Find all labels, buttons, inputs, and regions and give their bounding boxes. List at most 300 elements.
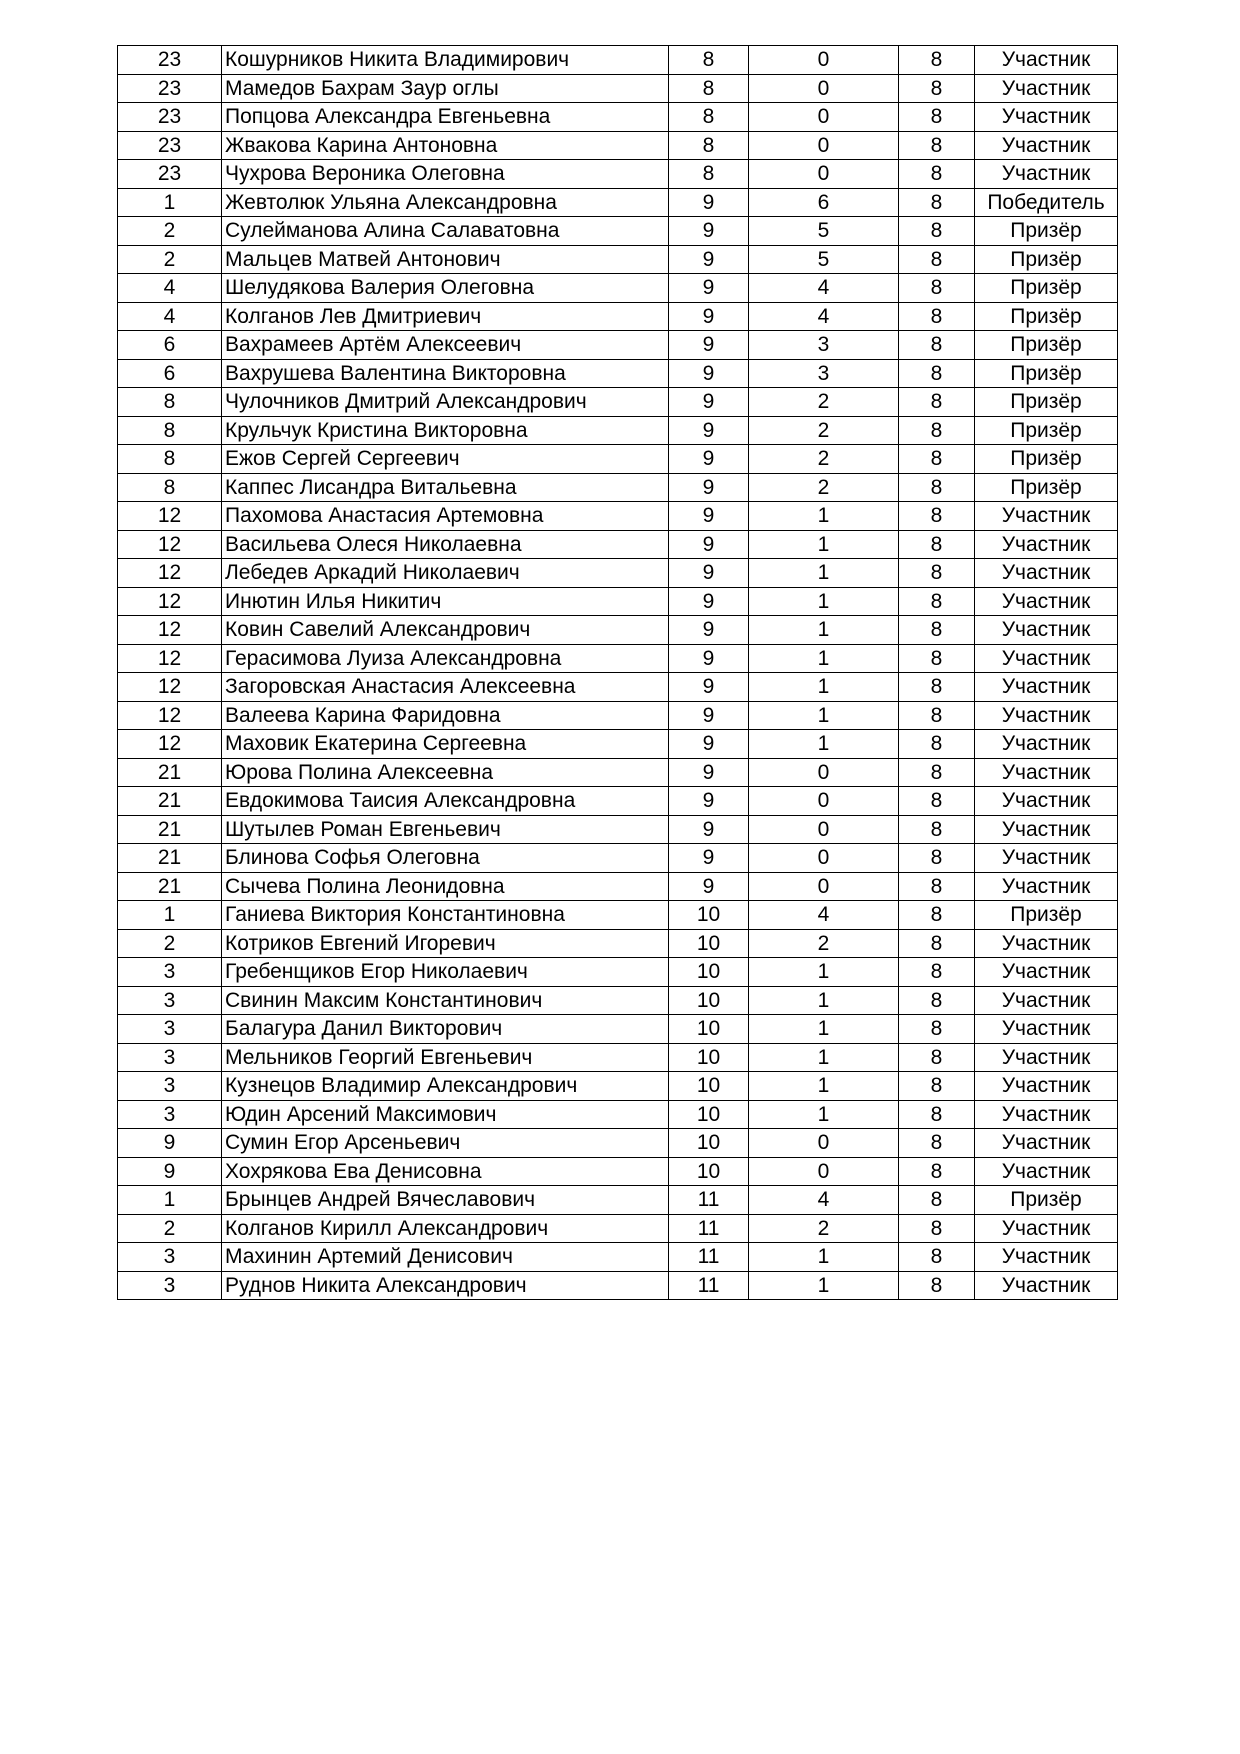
max-score-cell: 8: [899, 644, 975, 673]
name-cell: Руднов Никита Александрович: [222, 1271, 669, 1300]
status-cell: Участник: [975, 1129, 1118, 1158]
max-score-cell: 8: [899, 986, 975, 1015]
status-cell: Участник: [975, 103, 1118, 132]
table-row: [118, 160, 1118, 189]
max-score-cell: 8: [899, 1043, 975, 1072]
status-cell: Призёр: [975, 901, 1118, 930]
grade-cell: 8: [669, 131, 749, 160]
max-score-cell: 8: [899, 701, 975, 730]
status-cell: Участник: [975, 1100, 1118, 1129]
score-cell: 0: [749, 103, 899, 132]
table-row: [118, 1100, 1118, 1129]
max-score-cell: 8: [899, 359, 975, 388]
score-cell: 1: [749, 673, 899, 702]
max-score-cell: 8: [899, 1100, 975, 1129]
table-row: [118, 331, 1118, 360]
grade-cell: 10: [669, 901, 749, 930]
name-cell: Ганиева Виктория Константиновна: [222, 901, 669, 930]
grade-cell: 9: [669, 502, 749, 531]
status-cell: Участник: [975, 616, 1118, 645]
name-cell: Жвакова Карина Антоновна: [222, 131, 669, 160]
max-score-cell: 8: [899, 473, 975, 502]
name-cell: Евдокимова Таисия Александровна: [222, 787, 669, 816]
name-cell: Гребенщиков Егор Николаевич: [222, 958, 669, 987]
place-cell: 9: [118, 1157, 222, 1186]
status-cell: Призёр: [975, 473, 1118, 502]
score-cell: 5: [749, 245, 899, 274]
table-row: [118, 1043, 1118, 1072]
max-score-cell: 8: [899, 245, 975, 274]
score-cell: 0: [749, 74, 899, 103]
max-score-cell: 8: [899, 502, 975, 531]
place-cell: 3: [118, 958, 222, 987]
grade-cell: 9: [669, 331, 749, 360]
results-table: [117, 45, 1118, 1300]
table-row: [118, 74, 1118, 103]
status-cell: Участник: [975, 1214, 1118, 1243]
table-row: [118, 587, 1118, 616]
max-score-cell: 8: [899, 1186, 975, 1215]
status-cell: Участник: [975, 502, 1118, 531]
place-cell: 12: [118, 502, 222, 531]
max-score-cell: 8: [899, 46, 975, 75]
place-cell: 23: [118, 160, 222, 189]
status-cell: Участник: [975, 958, 1118, 987]
score-cell: 1: [749, 958, 899, 987]
table-row: [118, 1214, 1118, 1243]
score-cell: 6: [749, 188, 899, 217]
name-cell: Блинова Софья Олеговна: [222, 844, 669, 873]
grade-cell: 8: [669, 74, 749, 103]
table-row: [118, 844, 1118, 873]
grade-cell: 9: [669, 416, 749, 445]
place-cell: 3: [118, 1015, 222, 1044]
name-cell: Шелудякова Валерия Олеговна: [222, 274, 669, 303]
place-cell: 1: [118, 901, 222, 930]
place-cell: 12: [118, 644, 222, 673]
status-cell: Участник: [975, 787, 1118, 816]
max-score-cell: 8: [899, 445, 975, 474]
table-row: [118, 872, 1118, 901]
grade-cell: 9: [669, 530, 749, 559]
table-row: [118, 701, 1118, 730]
status-cell: Участник: [975, 1243, 1118, 1272]
name-cell: Котриков Евгений Игоревич: [222, 929, 669, 958]
place-cell: 3: [118, 1043, 222, 1072]
place-cell: 21: [118, 758, 222, 787]
name-cell: Герасимова Луиза Александровна: [222, 644, 669, 673]
grade-cell: 10: [669, 986, 749, 1015]
status-cell: Участник: [975, 530, 1118, 559]
table-row: [118, 644, 1118, 673]
name-cell: Валеева Карина Фаридовна: [222, 701, 669, 730]
table-row: [118, 1072, 1118, 1101]
grade-cell: 10: [669, 1100, 749, 1129]
table-row: [118, 787, 1118, 816]
place-cell: 2: [118, 217, 222, 246]
score-cell: 2: [749, 1214, 899, 1243]
place-cell: 12: [118, 701, 222, 730]
grade-cell: 9: [669, 473, 749, 502]
table-row: [118, 388, 1118, 417]
table-row: [118, 530, 1118, 559]
name-cell: Свинин Максим Константинович: [222, 986, 669, 1015]
status-cell: Призёр: [975, 331, 1118, 360]
max-score-cell: 8: [899, 787, 975, 816]
grade-cell: 11: [669, 1214, 749, 1243]
score-cell: 1: [749, 1271, 899, 1300]
status-cell: Участник: [975, 701, 1118, 730]
score-cell: 0: [749, 1157, 899, 1186]
score-cell: 1: [749, 644, 899, 673]
grade-cell: 9: [669, 274, 749, 303]
table-row: [118, 1243, 1118, 1272]
table-row: [118, 274, 1118, 303]
max-score-cell: 8: [899, 844, 975, 873]
name-cell: Сычева Полина Леонидовна: [222, 872, 669, 901]
grade-cell: 10: [669, 1015, 749, 1044]
status-cell: Участник: [975, 1157, 1118, 1186]
max-score-cell: 8: [899, 872, 975, 901]
status-cell: Призёр: [975, 416, 1118, 445]
table-row: [118, 758, 1118, 787]
table-row: [118, 673, 1118, 702]
score-cell: 1: [749, 587, 899, 616]
status-cell: Участник: [975, 730, 1118, 759]
name-cell: Мамедов Бахрам Заур оглы: [222, 74, 669, 103]
name-cell: Юдин Арсений Максимович: [222, 1100, 669, 1129]
grade-cell: 9: [669, 245, 749, 274]
status-cell: Призёр: [975, 217, 1118, 246]
status-cell: Призёр: [975, 388, 1118, 417]
max-score-cell: 8: [899, 331, 975, 360]
grade-cell: 9: [669, 302, 749, 331]
score-cell: 1: [749, 1015, 899, 1044]
place-cell: 23: [118, 131, 222, 160]
max-score-cell: 8: [899, 388, 975, 417]
table-row: [118, 46, 1118, 75]
grade-cell: 9: [669, 701, 749, 730]
place-cell: 9: [118, 1129, 222, 1158]
score-cell: 0: [749, 758, 899, 787]
max-score-cell: 8: [899, 758, 975, 787]
table-row: [118, 188, 1118, 217]
score-cell: 1: [749, 986, 899, 1015]
grade-cell: 11: [669, 1243, 749, 1272]
score-cell: 4: [749, 1186, 899, 1215]
table-row: [118, 958, 1118, 987]
grade-cell: 10: [669, 929, 749, 958]
table-row: [118, 502, 1118, 531]
status-cell: Участник: [975, 559, 1118, 588]
grade-cell: 9: [669, 815, 749, 844]
grade-cell: 9: [669, 445, 749, 474]
place-cell: 8: [118, 388, 222, 417]
table-row: [118, 445, 1118, 474]
table-row: [118, 217, 1118, 246]
table-row: [118, 131, 1118, 160]
max-score-cell: 8: [899, 673, 975, 702]
grade-cell: 9: [669, 872, 749, 901]
grade-cell: 11: [669, 1186, 749, 1215]
status-cell: Участник: [975, 758, 1118, 787]
table-row: [118, 1186, 1118, 1215]
status-cell: Участник: [975, 1271, 1118, 1300]
status-cell: Победитель: [975, 188, 1118, 217]
grade-cell: 9: [669, 188, 749, 217]
score-cell: 0: [749, 160, 899, 189]
grade-cell: 9: [669, 388, 749, 417]
place-cell: 4: [118, 274, 222, 303]
score-cell: 1: [749, 559, 899, 588]
max-score-cell: 8: [899, 1072, 975, 1101]
status-cell: Призёр: [975, 302, 1118, 331]
place-cell: 12: [118, 559, 222, 588]
table-row: [118, 815, 1118, 844]
status-cell: Участник: [975, 872, 1118, 901]
score-cell: 0: [749, 1129, 899, 1158]
score-cell: 0: [749, 46, 899, 75]
name-cell: Колганов Лев Дмитриевич: [222, 302, 669, 331]
score-cell: 0: [749, 815, 899, 844]
max-score-cell: 8: [899, 1129, 975, 1158]
max-score-cell: 8: [899, 1271, 975, 1300]
place-cell: 21: [118, 815, 222, 844]
name-cell: Крульчук Кристина Викторовна: [222, 416, 669, 445]
status-cell: Участник: [975, 815, 1118, 844]
score-cell: 1: [749, 1043, 899, 1072]
max-score-cell: 8: [899, 1157, 975, 1186]
max-score-cell: 8: [899, 815, 975, 844]
max-score-cell: 8: [899, 730, 975, 759]
place-cell: 12: [118, 587, 222, 616]
place-cell: 6: [118, 359, 222, 388]
max-score-cell: 8: [899, 274, 975, 303]
place-cell: 3: [118, 1100, 222, 1129]
grade-cell: 10: [669, 1157, 749, 1186]
table-row: [118, 1015, 1118, 1044]
score-cell: 1: [749, 502, 899, 531]
max-score-cell: 8: [899, 160, 975, 189]
status-cell: Участник: [975, 986, 1118, 1015]
max-score-cell: 8: [899, 1214, 975, 1243]
name-cell: Вахрамеев Артём Алексеевич: [222, 331, 669, 360]
status-cell: Участник: [975, 673, 1118, 702]
place-cell: 4: [118, 302, 222, 331]
max-score-cell: 8: [899, 103, 975, 132]
status-cell: Призёр: [975, 274, 1118, 303]
grade-cell: 9: [669, 758, 749, 787]
score-cell: 0: [749, 872, 899, 901]
name-cell: Инютин Илья Никитич: [222, 587, 669, 616]
status-cell: Участник: [975, 46, 1118, 75]
place-cell: 2: [118, 245, 222, 274]
table-row: [118, 616, 1118, 645]
name-cell: Вахрушева Валентина Викторовна: [222, 359, 669, 388]
score-cell: 2: [749, 416, 899, 445]
score-cell: 1: [749, 1243, 899, 1272]
table-row: [118, 1157, 1118, 1186]
max-score-cell: 8: [899, 74, 975, 103]
table-row: [118, 1271, 1118, 1300]
place-cell: 21: [118, 787, 222, 816]
grade-cell: 8: [669, 160, 749, 189]
table-row: [118, 929, 1118, 958]
score-cell: 4: [749, 302, 899, 331]
place-cell: 8: [118, 473, 222, 502]
score-cell: 1: [749, 1072, 899, 1101]
name-cell: Шутылев Роман Евгеньевич: [222, 815, 669, 844]
place-cell: 23: [118, 103, 222, 132]
status-cell: Участник: [975, 929, 1118, 958]
name-cell: Колганов Кирилл Александрович: [222, 1214, 669, 1243]
name-cell: Ежов Сергей Сергеевич: [222, 445, 669, 474]
grade-cell: 9: [669, 217, 749, 246]
max-score-cell: 8: [899, 1015, 975, 1044]
place-cell: 12: [118, 673, 222, 702]
status-cell: Участник: [975, 844, 1118, 873]
grade-cell: 10: [669, 1072, 749, 1101]
place-cell: 21: [118, 844, 222, 873]
status-cell: Участник: [975, 1072, 1118, 1101]
name-cell: Загоровская Анастасия Алексеевна: [222, 673, 669, 702]
max-score-cell: 8: [899, 188, 975, 217]
table-row: [118, 416, 1118, 445]
status-cell: Участник: [975, 1015, 1118, 1044]
table-row: [118, 1129, 1118, 1158]
max-score-cell: 8: [899, 530, 975, 559]
place-cell: 8: [118, 416, 222, 445]
grade-cell: 9: [669, 559, 749, 588]
max-score-cell: 8: [899, 559, 975, 588]
place-cell: 23: [118, 46, 222, 75]
place-cell: 12: [118, 730, 222, 759]
max-score-cell: 8: [899, 616, 975, 645]
name-cell: Брынцев Андрей Вячеславович: [222, 1186, 669, 1215]
grade-cell: 9: [669, 616, 749, 645]
name-cell: Мельников Георгий Евгеньевич: [222, 1043, 669, 1072]
grade-cell: 10: [669, 958, 749, 987]
max-score-cell: 8: [899, 131, 975, 160]
max-score-cell: 8: [899, 958, 975, 987]
status-cell: Призёр: [975, 445, 1118, 474]
status-cell: Участник: [975, 587, 1118, 616]
score-cell: 2: [749, 388, 899, 417]
score-cell: 1: [749, 730, 899, 759]
max-score-cell: 8: [899, 929, 975, 958]
status-cell: Участник: [975, 1043, 1118, 1072]
table-row: [118, 473, 1118, 502]
score-cell: 2: [749, 445, 899, 474]
grade-cell: 9: [669, 673, 749, 702]
score-cell: 4: [749, 274, 899, 303]
name-cell: Чулочников Дмитрий Александрович: [222, 388, 669, 417]
name-cell: Сулейманова Алина Салаватовна: [222, 217, 669, 246]
results-table-body: [118, 46, 1118, 1300]
place-cell: 8: [118, 445, 222, 474]
place-cell: 1: [118, 188, 222, 217]
place-cell: 12: [118, 616, 222, 645]
status-cell: Участник: [975, 74, 1118, 103]
score-cell: 1: [749, 701, 899, 730]
max-score-cell: 8: [899, 217, 975, 246]
place-cell: 3: [118, 1243, 222, 1272]
grade-cell: 9: [669, 359, 749, 388]
max-score-cell: 8: [899, 901, 975, 930]
grade-cell: 9: [669, 587, 749, 616]
place-cell: 2: [118, 929, 222, 958]
table-row: [118, 359, 1118, 388]
name-cell: Васильева Олеся Николаевна: [222, 530, 669, 559]
place-cell: 21: [118, 872, 222, 901]
table-row: [118, 901, 1118, 930]
place-cell: 6: [118, 331, 222, 360]
max-score-cell: 8: [899, 1243, 975, 1272]
table-row: [118, 559, 1118, 588]
name-cell: Каппес Лисандра Витальевна: [222, 473, 669, 502]
name-cell: Мальцев Матвей Антонович: [222, 245, 669, 274]
score-cell: 4: [749, 901, 899, 930]
place-cell: 12: [118, 530, 222, 559]
status-cell: Призёр: [975, 359, 1118, 388]
score-cell: 0: [749, 844, 899, 873]
grade-cell: 10: [669, 1043, 749, 1072]
name-cell: Сумин Егор Арсеньевич: [222, 1129, 669, 1158]
score-cell: 0: [749, 131, 899, 160]
place-cell: 2: [118, 1214, 222, 1243]
name-cell: Махинин Артемий Денисович: [222, 1243, 669, 1272]
status-cell: Призёр: [975, 245, 1118, 274]
max-score-cell: 8: [899, 416, 975, 445]
name-cell: Пахомова Анастасия Артемовна: [222, 502, 669, 531]
grade-cell: 11: [669, 1271, 749, 1300]
name-cell: Кузнецов Владимир Александрович: [222, 1072, 669, 1101]
max-score-cell: 8: [899, 302, 975, 331]
max-score-cell: 8: [899, 587, 975, 616]
name-cell: Балагура Данил Викторович: [222, 1015, 669, 1044]
table-row: [118, 730, 1118, 759]
name-cell: Попцова Александра Евгеньевна: [222, 103, 669, 132]
place-cell: 1: [118, 1186, 222, 1215]
place-cell: 23: [118, 74, 222, 103]
name-cell: Лебедев Аркадий Николаевич: [222, 559, 669, 588]
score-cell: 3: [749, 331, 899, 360]
name-cell: Кошурников Никита Владимирович: [222, 46, 669, 75]
name-cell: Юрова Полина Алексеевна: [222, 758, 669, 787]
table-row: [118, 245, 1118, 274]
score-cell: 1: [749, 616, 899, 645]
place-cell: 3: [118, 1271, 222, 1300]
grade-cell: 10: [669, 1129, 749, 1158]
score-cell: 1: [749, 530, 899, 559]
table-row: [118, 302, 1118, 331]
grade-cell: 8: [669, 103, 749, 132]
name-cell: Хохрякова Ева Денисовна: [222, 1157, 669, 1186]
score-cell: 2: [749, 473, 899, 502]
place-cell: 3: [118, 986, 222, 1015]
grade-cell: 9: [669, 844, 749, 873]
score-cell: 3: [749, 359, 899, 388]
score-cell: 2: [749, 929, 899, 958]
name-cell: Ковин Савелий Александрович: [222, 616, 669, 645]
place-cell: 3: [118, 1072, 222, 1101]
grade-cell: 9: [669, 730, 749, 759]
grade-cell: 8: [669, 46, 749, 75]
score-cell: 5: [749, 217, 899, 246]
status-cell: Призёр: [975, 1186, 1118, 1215]
grade-cell: 9: [669, 787, 749, 816]
table-row: [118, 103, 1118, 132]
